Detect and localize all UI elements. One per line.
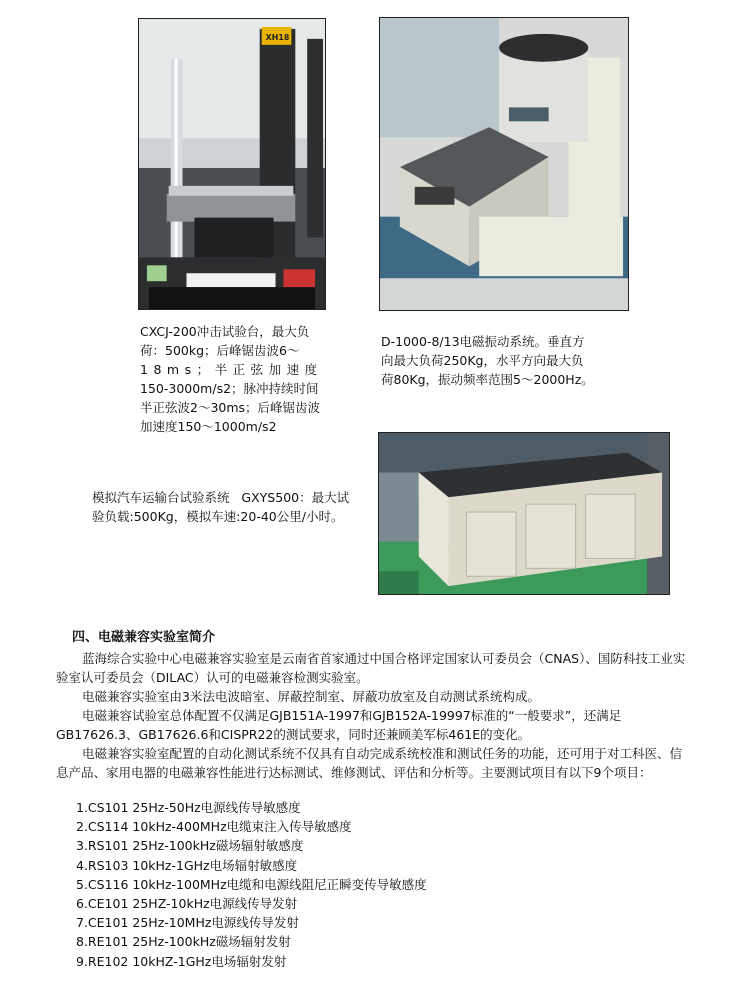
- transport-caption-line: 模拟汽车运输台试验系统 GXYS500：最大试: [92, 490, 350, 505]
- transport-caption-line: 验负载:500Kg，模拟车速:20-40公里/小时。: [92, 509, 344, 524]
- list-item: 2.CS114 10kHz-400MHz电缆束注入传导敏感度: [76, 819, 352, 835]
- vibration-caption-line: 荷80Kg，振动频率范围5～2000Hz。: [381, 372, 594, 387]
- list-item: 4.RS103 10kHz-1GHz电场辐射敏感度: [76, 857, 298, 873]
- test-system-paragraph: 电磁兼容实验室配置的自动化测试系统不仅具有自动完成系统校准和测试任务的功能，还可用于对工科医、信息产品、家用电器的电磁兼容性能进行达标测试、维修测试、评估和分析等。主要测试项目有以下9个项目：: [56, 746, 683, 780]
- list-item: 9.RE102 10kHZ-1GHz电场辐射发射: [76, 953, 287, 969]
- standards-paragraph: 电磁兼容试验室总体配置不仅满足GJB151A-1997和GJB152A-19997标准的“一般要求”，还满足GB17626.3、GB17626.6和CISPR22的测试要求，同时还兼顾美军标461E的变化。: [56, 708, 622, 742]
- composition-paragraph: 电磁兼容实验室由3米法电波暗室、屏蔽控制室、屏蔽功放室及自动测试系统构成。: [82, 689, 540, 704]
- vibration-system-photo: [379, 17, 629, 311]
- vibration-caption-line: 向最大负荷250Kg，水平方向最大负: [381, 353, 584, 368]
- shock-caption-line: 荷：500kg；后峰锯齿波6～: [140, 343, 300, 358]
- shock-caption-line: CXCJ-200冲击试验台，最大负: [140, 324, 310, 339]
- transport-table-photo: [378, 432, 670, 595]
- shock-caption-line: 半正弦波2～30ms；后峰锯齿波: [140, 400, 321, 415]
- list-item: 5.CS116 10kHz-100MHz电缆和电源线阻尼正瞬变传导敏感度: [76, 876, 427, 892]
- test-items-list: [76, 798, 427, 971]
- shock-caption-line: 加速度150～1000m/s2: [140, 419, 277, 434]
- shock-caption-line: 150-3000m/s2；脉冲持续时间: [140, 381, 319, 396]
- list-item: 6.CE101 25HZ-10kHz电源线传导发射: [76, 896, 298, 912]
- vibration-caption-line: D-1000-8/13电磁振动系统。垂直方: [381, 334, 585, 349]
- intro-paragraph: 蓝海综合实验中心电磁兼容实验室是云南省首家通过中国合格评定国家认可委员会（CNAS）、国防科技工业实验室认可委员会（DILAC）认可的电磁兼容检测实验室。: [56, 651, 686, 685]
- list-item: 8.RE101 25Hz-100kHz磁场辐射发射: [76, 934, 291, 950]
- list-item: 7.CE101 25Hz-10MHz电源线传导发射: [76, 915, 299, 931]
- list-item: 1.CS101 25Hz-50Hz电源线传导敏感度: [76, 800, 301, 815]
- shock-table-photo: [138, 18, 326, 310]
- vibration-system-caption: [381, 332, 641, 389]
- shock-caption-line: 18ms；半正弦加速度: [140, 362, 323, 377]
- display-label: XH18: [265, 32, 290, 42]
- shock-table-caption: [140, 322, 366, 436]
- section-heading: 四、电磁兼容实验室简介: [72, 630, 216, 645]
- transport-table-caption: [92, 488, 382, 526]
- list-item: 3.RS101 25Hz-100kHz磁场辐射敏感度: [76, 838, 304, 854]
